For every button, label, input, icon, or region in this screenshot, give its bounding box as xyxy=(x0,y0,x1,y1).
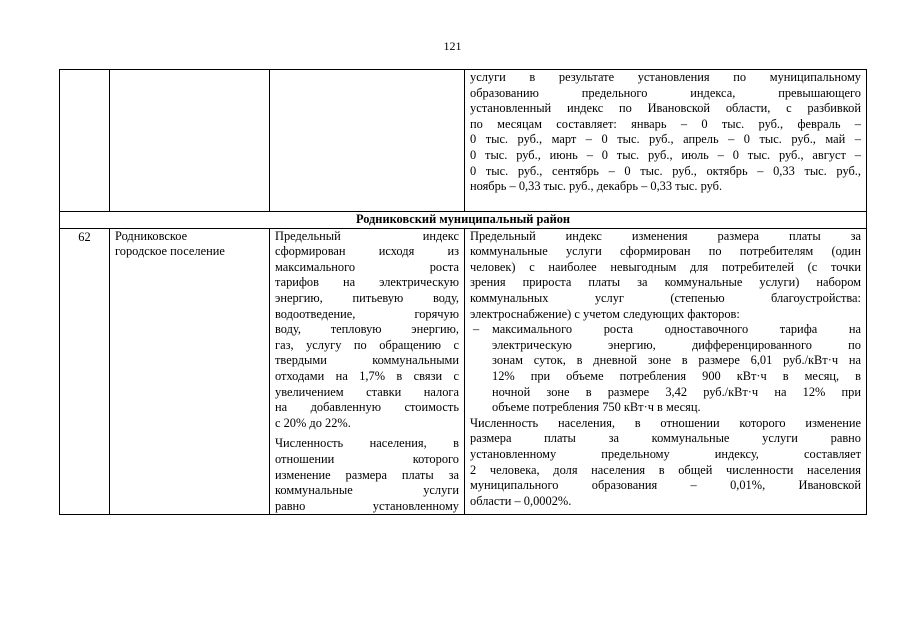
settlement-line: Родниковское xyxy=(115,228,188,243)
table-row xyxy=(60,228,867,515)
empty-number-cell xyxy=(60,70,110,212)
factor-bullet xyxy=(470,322,861,416)
row-number: 62 xyxy=(60,228,110,515)
text-line: по месяцам составляет: январь – 0 тыс. руб., февраль – xyxy=(470,116,861,131)
section-row xyxy=(60,212,867,229)
basis-line: на добавленную стоимость xyxy=(275,400,459,415)
basis-line: Предельный индекс xyxy=(275,228,459,243)
text-line: 0 тыс. руб., июнь – 0 тыс. руб., июль – 0 тыс. руб., август – xyxy=(470,147,861,162)
section-title: Родниковский муниципальный район xyxy=(60,212,867,229)
basis-line: сформирован исходя из xyxy=(275,244,459,259)
text-line: ноябрь – 0,33 тыс. руб., декабрь – 0,33 тыс. руб. xyxy=(470,179,723,194)
description-line: зрения прироста платы за коммунальные услуги) набором xyxy=(470,275,861,290)
population-line: муниципального образования – 0,01%, Ивановской xyxy=(470,478,861,493)
description-line: человек) с наиболее невыгодным для потребителей (с точки xyxy=(470,259,861,274)
basis-line: твердыми коммунальными xyxy=(275,353,459,368)
basis-line: отходами на 1,7% в связи с xyxy=(275,368,459,383)
tariff-table xyxy=(59,69,867,515)
basis-cell xyxy=(270,228,465,515)
basis-line: водоотведение, горячую xyxy=(275,306,459,321)
text-line: образованию предельного индекса, превышающего xyxy=(470,85,861,100)
empty-settlement-cell xyxy=(110,70,270,212)
basis-line: максимального роста xyxy=(275,259,459,274)
population-line: размера платы за коммунальные услуги равно xyxy=(470,431,861,446)
text-line: установленный индекс по Ивановской области, с разбивкой xyxy=(470,101,861,116)
bullet-line: объеме потребления 750 кВт·ч в месяц. xyxy=(492,400,701,415)
bullet-line: зонам суток, в дневной зоне в размере 6,01 руб./кВт·ч на xyxy=(492,353,861,368)
description-cell xyxy=(465,228,867,515)
empty-basis-cell xyxy=(270,70,465,212)
continuation-cell xyxy=(465,70,867,212)
text-line: 0 тыс. руб., сентябрь – 0 тыс. руб., октябрь – 0,33 тыс. руб., xyxy=(470,163,861,178)
description-line: Предельный индекс изменения размера платы за xyxy=(470,228,861,243)
continuation-row xyxy=(60,70,867,212)
basis-line: тарифов на электрическую xyxy=(275,275,459,290)
bullet-line: 12% при объеме потребления 900 кВт·ч в месяц, в xyxy=(492,368,861,383)
basis-line: увеличением ставки налога xyxy=(275,384,459,399)
description-line: электроснабжение) с учетом следующих факторов: xyxy=(470,306,740,321)
settlement-cell xyxy=(110,228,270,515)
basis-line: газ, услугу по обращению с xyxy=(275,337,459,352)
basis-population-line: изменение размера платы за xyxy=(275,467,459,482)
population-line: области – 0,0002%. xyxy=(470,493,572,508)
basis-population-line: отношении которого xyxy=(275,451,459,466)
bullet-line: электрическую энергию, дифференцированного по xyxy=(492,337,861,352)
basis-line: воду, тепловую энергию, xyxy=(275,322,459,337)
basis-population-line: Численность населения, в xyxy=(275,436,459,451)
text-line: услуги в результате установления по муниципальному xyxy=(470,70,861,84)
description-line: коммунальных услуг (степенью благоустройства: xyxy=(470,290,861,305)
bullet-line: ночной зоне в размере 3,42 руб./кВт·ч на 12% при xyxy=(492,384,861,399)
page-number: 121 xyxy=(443,39,462,53)
settlement-line: городское поселение xyxy=(115,244,225,259)
basis-line: энергию, питьевую воду, xyxy=(275,290,459,305)
basis-population-line: коммунальные услуги xyxy=(275,483,459,498)
description-line: коммунальные услуги сформирован по потребителям (один xyxy=(470,244,861,259)
bullet-dash: – xyxy=(473,322,480,337)
population-line: 2 человека, доля населения в общей численности населения xyxy=(470,462,861,477)
population-line: Численность населения, в отношении которого изменение xyxy=(470,415,861,430)
basis-population-line: равно установленному xyxy=(275,498,459,513)
basis-line: с 20% до 22%. xyxy=(275,415,351,430)
bullet-line: максимального роста одноставочного тарифа на xyxy=(492,322,861,337)
population-line: установленному предельному индексу, составляет xyxy=(470,446,861,461)
text-line: 0 тыс. руб., март – 0 тыс. руб., апрель – 0 тыс. руб., май – xyxy=(470,132,861,147)
